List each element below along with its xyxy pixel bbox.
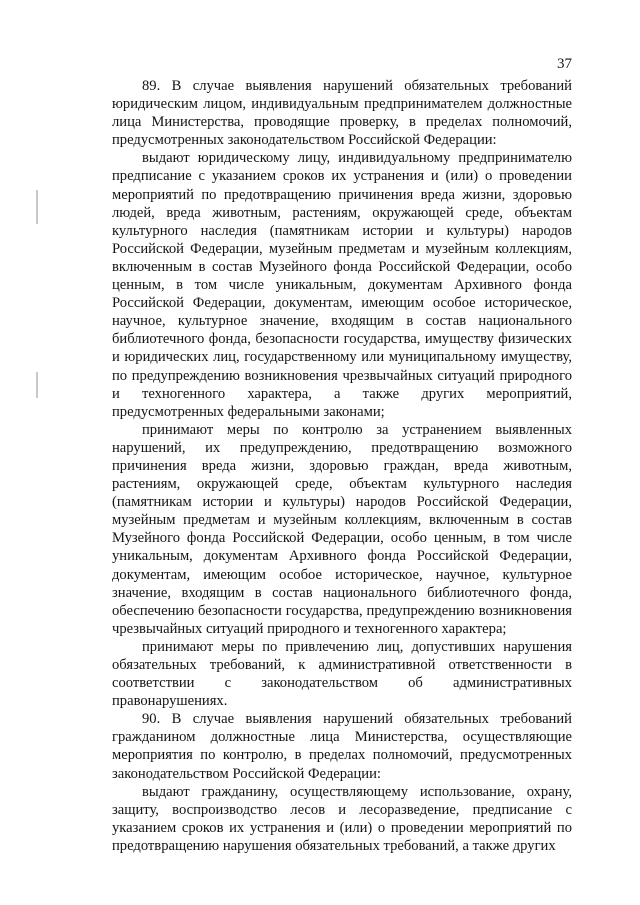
scan-margin-mark-top bbox=[36, 190, 38, 224]
paragraph-90-order: выдают гражданину, осуществляющему использование, охрану, защиту, воспроизводство лесов и лесоразведение, предписание с указанием сроков их устранения и (или) о проведении мероприятий по предотвращению нарушения обязательных требований, а также других bbox=[112, 783, 572, 854]
paragraph-89-control: принимают меры по контролю за устранением выявленных нарушений, их предупреждению, предотвращению возможного причинения вреда жизни, здоровью граждан, вреда животным, растениям, окружающей среде, объектам культурного наследия (памятникам истории и культуры) народов Российской Федерации, музейным предметам и музейным коллекциям, включенным в состав Музейного фонда Российской Федерации, особо ценным, в том числе уникальным, документам Архивного фонда Российской Федерации, документам, имеющим особое историческое, научное, культурное значение, входящим в состав национального библиотечного фонда, обеспечению безопасности государства, предупреждению возникновения чрезвычайных ситуаций природного и техногенного характера; bbox=[112, 421, 572, 637]
paragraph-89-intro: 89. В случае выявления нарушений обязательных требований юридическим лицом, индивидуальным предпринимателем должностные лица Министерства, проводящие проверку, в пределах полномочий, предусмотренных законодательством Российской Федерации: bbox=[112, 78, 572, 149]
page-number: 37 bbox=[557, 56, 572, 72]
document-body bbox=[112, 77, 572, 855]
paragraph-89-order: выдают юридическому лицу, индивидуальному предпринимателю предписание с указанием сроков их устранения и (или) о проведении мероприятий по предотвращению причинения вреда жизни, здоровью людей, вреда животным, растениям, окружающей среде, объектам культурного наследия (памятникам истории и культуры) народов Российской Федерации, музейным предметам и музейным коллекциям, включенным в состав Музейного фонда Российской Федерации, особо ценным, в том числе уникальным, документам Архивного фонда Российской Федерации, документам, имеющим особое историческое, научное, культурное значение, входящим в состав национального библиотечного фонда, безопасности государства, имуществу физических и юридических лиц, государственному или муниципальному имуществу, по предупреждению возникновения чрезвычайных ситуаций природного и техногенного характера, а также других мероприятий, предусмотренных федеральными законами; bbox=[112, 150, 572, 420]
paragraph-90-intro: 90. В случае выявления нарушений обязательных требований гражданином должностные лица Министерства, осуществляющие мероприятия по контролю, в пределах полномочий, предусмотренных законодательством Российской Федерации: bbox=[112, 711, 572, 782]
paragraph-89-liability: принимают меры по привлечению лиц, допустивших нарушения обязательных требований, к административной ответственности в соответствии с законодательством об административных правонарушениях. bbox=[112, 638, 572, 710]
scan-margin-mark-bottom bbox=[36, 372, 38, 398]
